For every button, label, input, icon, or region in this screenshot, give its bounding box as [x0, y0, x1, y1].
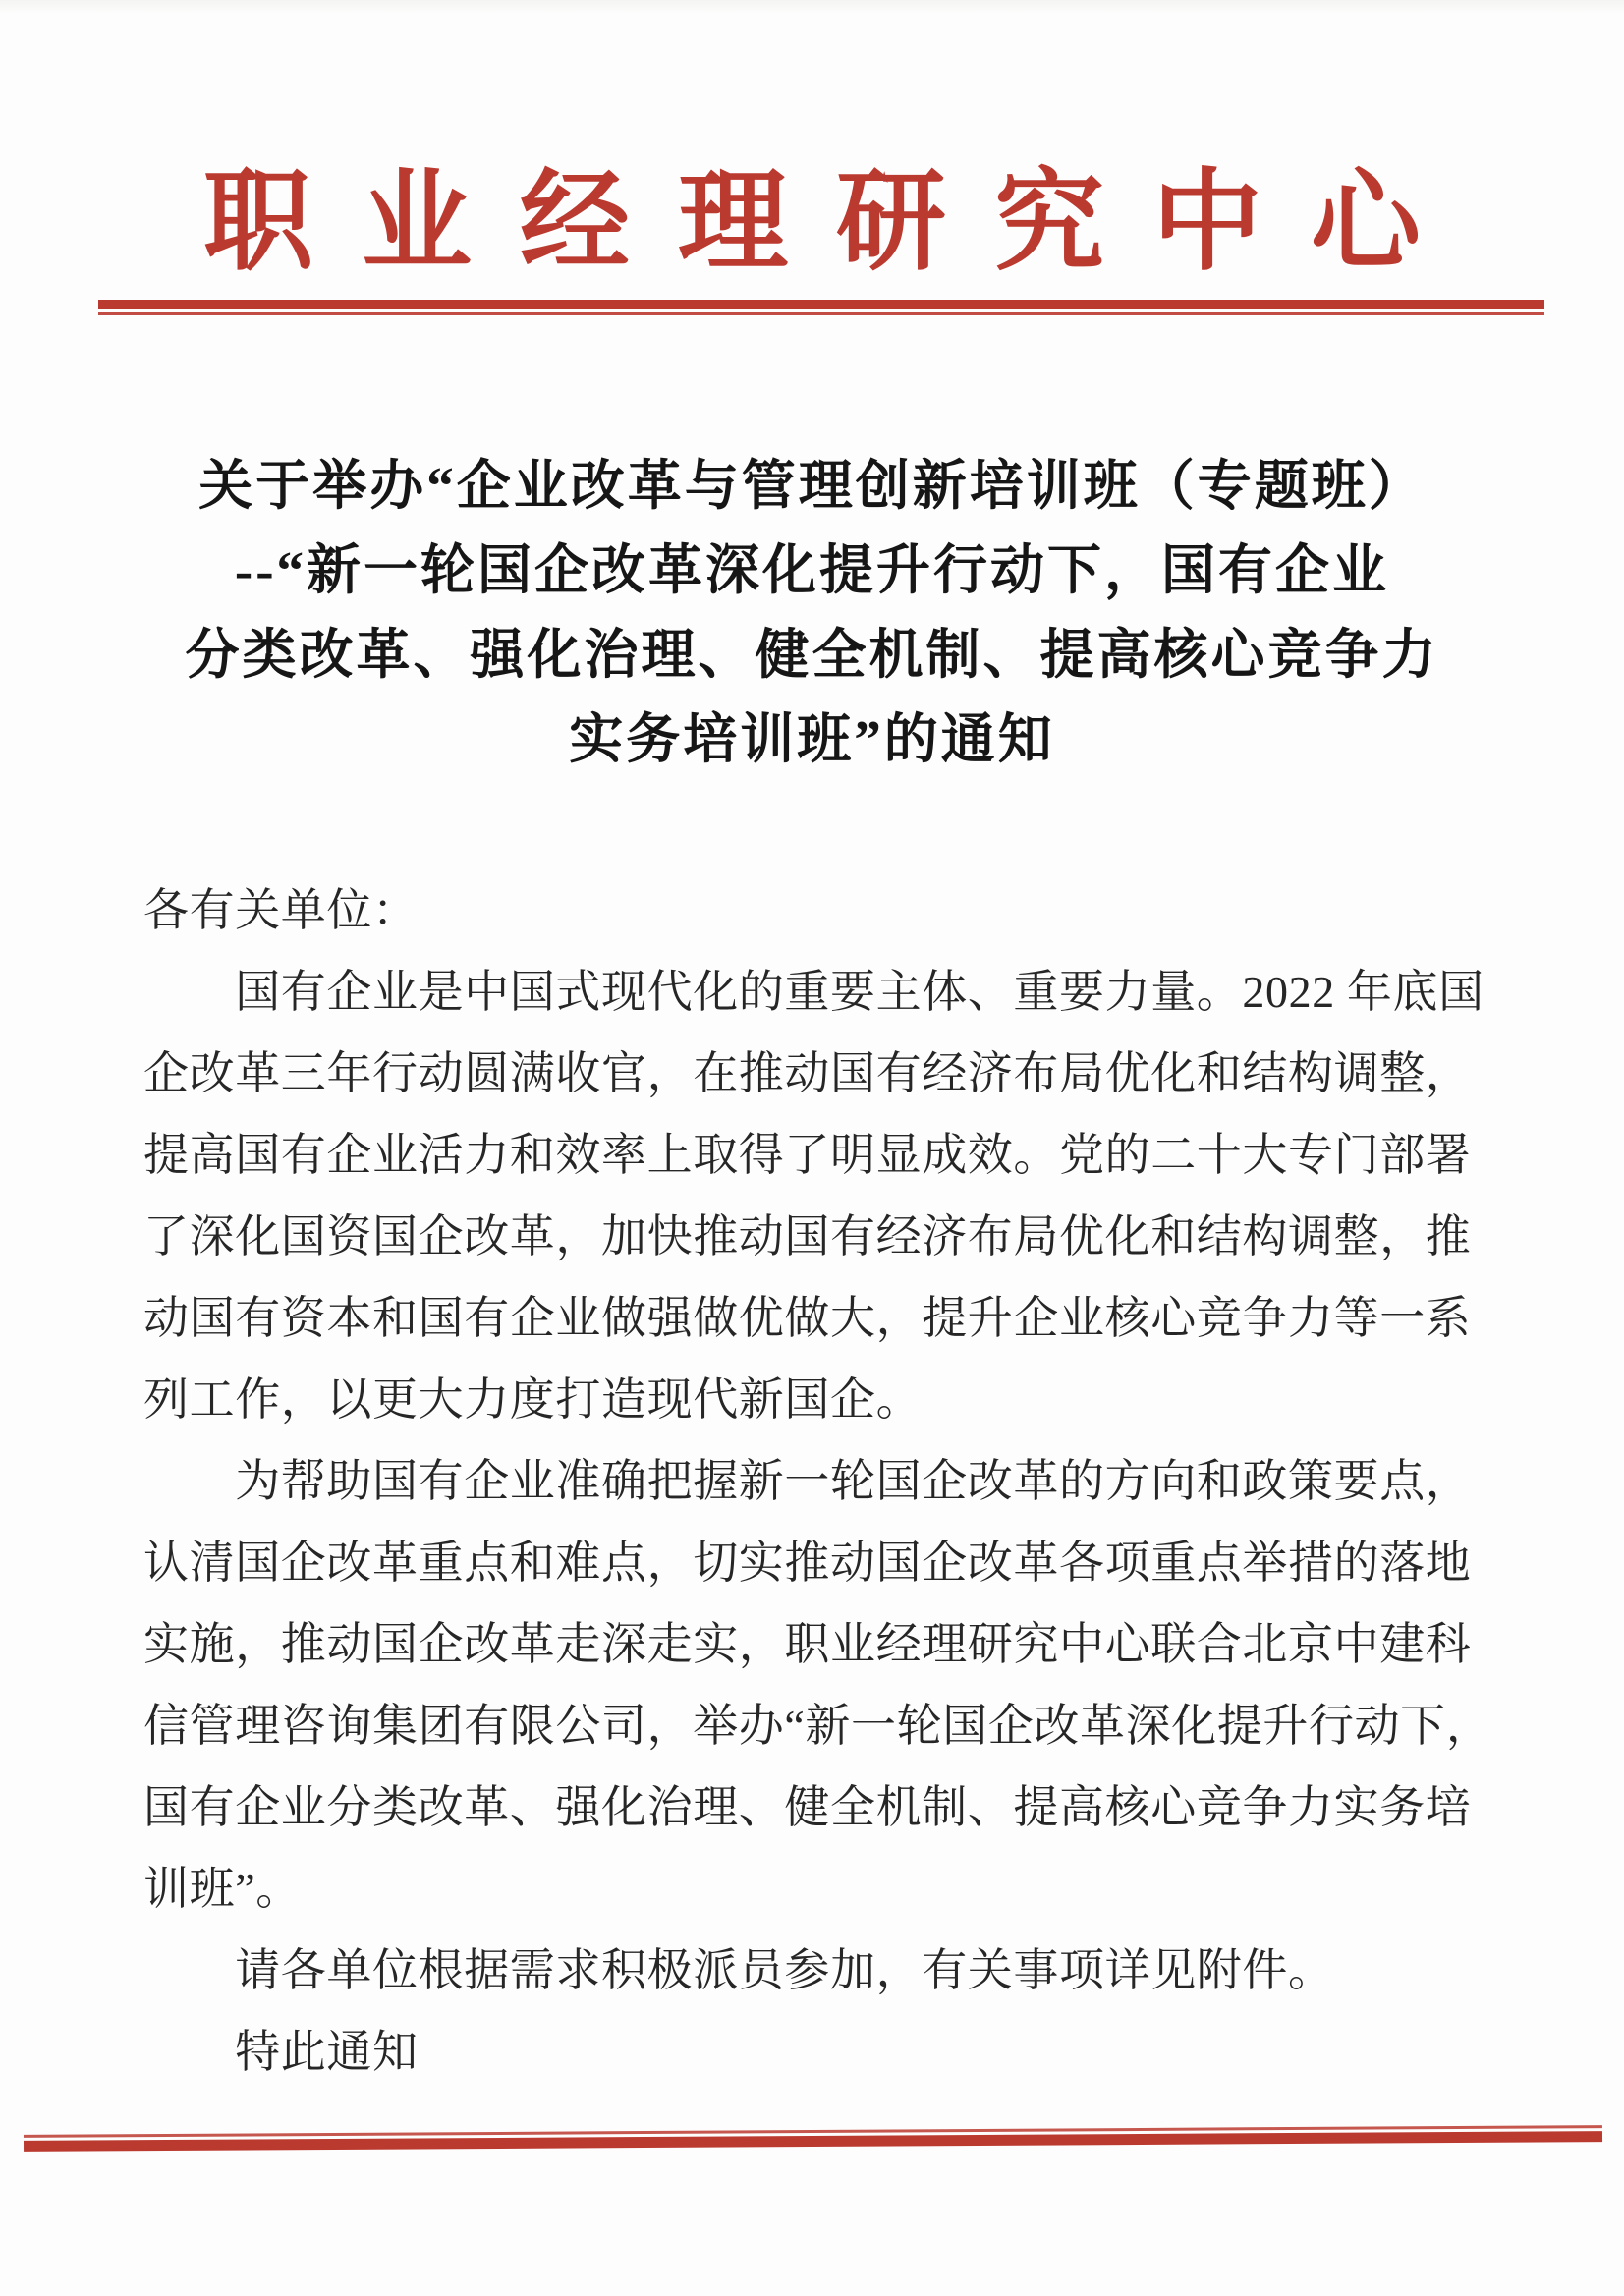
body-text-line: 请各单位根据需求积极派员参加，有关事项详见附件。	[143, 1945, 1334, 1995]
document-body	[143, 869, 1492, 2093]
document-title-line: 实务培训班”的通知	[569, 709, 1055, 769]
body-text-line: 信管理咨询集团有限公司，举办“新一轮国企改革深化提升行动下，	[143, 1701, 1492, 1751]
body-text-line: 训班”。	[143, 1864, 302, 1914]
body-text-line: 实施，推动国企改革走深走实，职业经理研究中心联合北京中建科	[143, 1619, 1472, 1669]
salutation: 各有关单位：	[143, 885, 419, 935]
body-text-line: 国有企业分类改革、强化治理、健全机制、提高核心竞争力实务培	[143, 1782, 1472, 1832]
document-title-line: --“新一轮国企改革深化提升行动下，国有企业	[234, 540, 1390, 600]
body-text-line: 认清国企改革重点和难点，切实推动国企改革各项重点举措的落地	[143, 1538, 1472, 1588]
scan-edge-artifact	[0, 0, 1624, 14]
document-title-line: 分类改革、强化治理、健全机制、提高核心竞争力	[185, 625, 1439, 685]
body-text-line: 动国有资本和国有企业做强做优做大，提升企业核心竞争力等一系	[143, 1293, 1472, 1343]
body-text-line: 为帮助国有企业准确把握新一轮国企改革的方向和政策要点，	[143, 1456, 1472, 1506]
body-text-line: 了深化国资国企改革，加快推动国有经济布局优化和结构调整，推	[143, 1211, 1472, 1261]
organization-name: 职业经理研究中心	[203, 162, 1469, 284]
body-paragraph-lines	[143, 951, 1492, 2093]
body-text-line: 特此通知	[143, 2027, 419, 2077]
body-text-line: 国有企业是中国式现代化的重要主体、重要力量。2022 年底国	[143, 967, 1484, 1017]
document-title	[69, 444, 1555, 782]
letterhead	[0, 149, 1624, 297]
divider-thick-line	[98, 300, 1544, 309]
divider-thin-line	[98, 312, 1544, 315]
letterhead-divider	[98, 300, 1544, 315]
footer-divider	[24, 2125, 1602, 2152]
document-title-line: 关于举办“企业改革与管理创新培训班（专题班）	[198, 456, 1426, 516]
body-text-line: 列工作，以更大力度打造现代新国企。	[143, 1374, 923, 1425]
body-text-line: 企改革三年行动圆满收官，在推动国有经济布局优化和结构调整，	[143, 1048, 1472, 1098]
body-text-line: 提高国有企业活力和效率上取得了明显成效。党的二十大专门部署	[143, 1130, 1472, 1180]
